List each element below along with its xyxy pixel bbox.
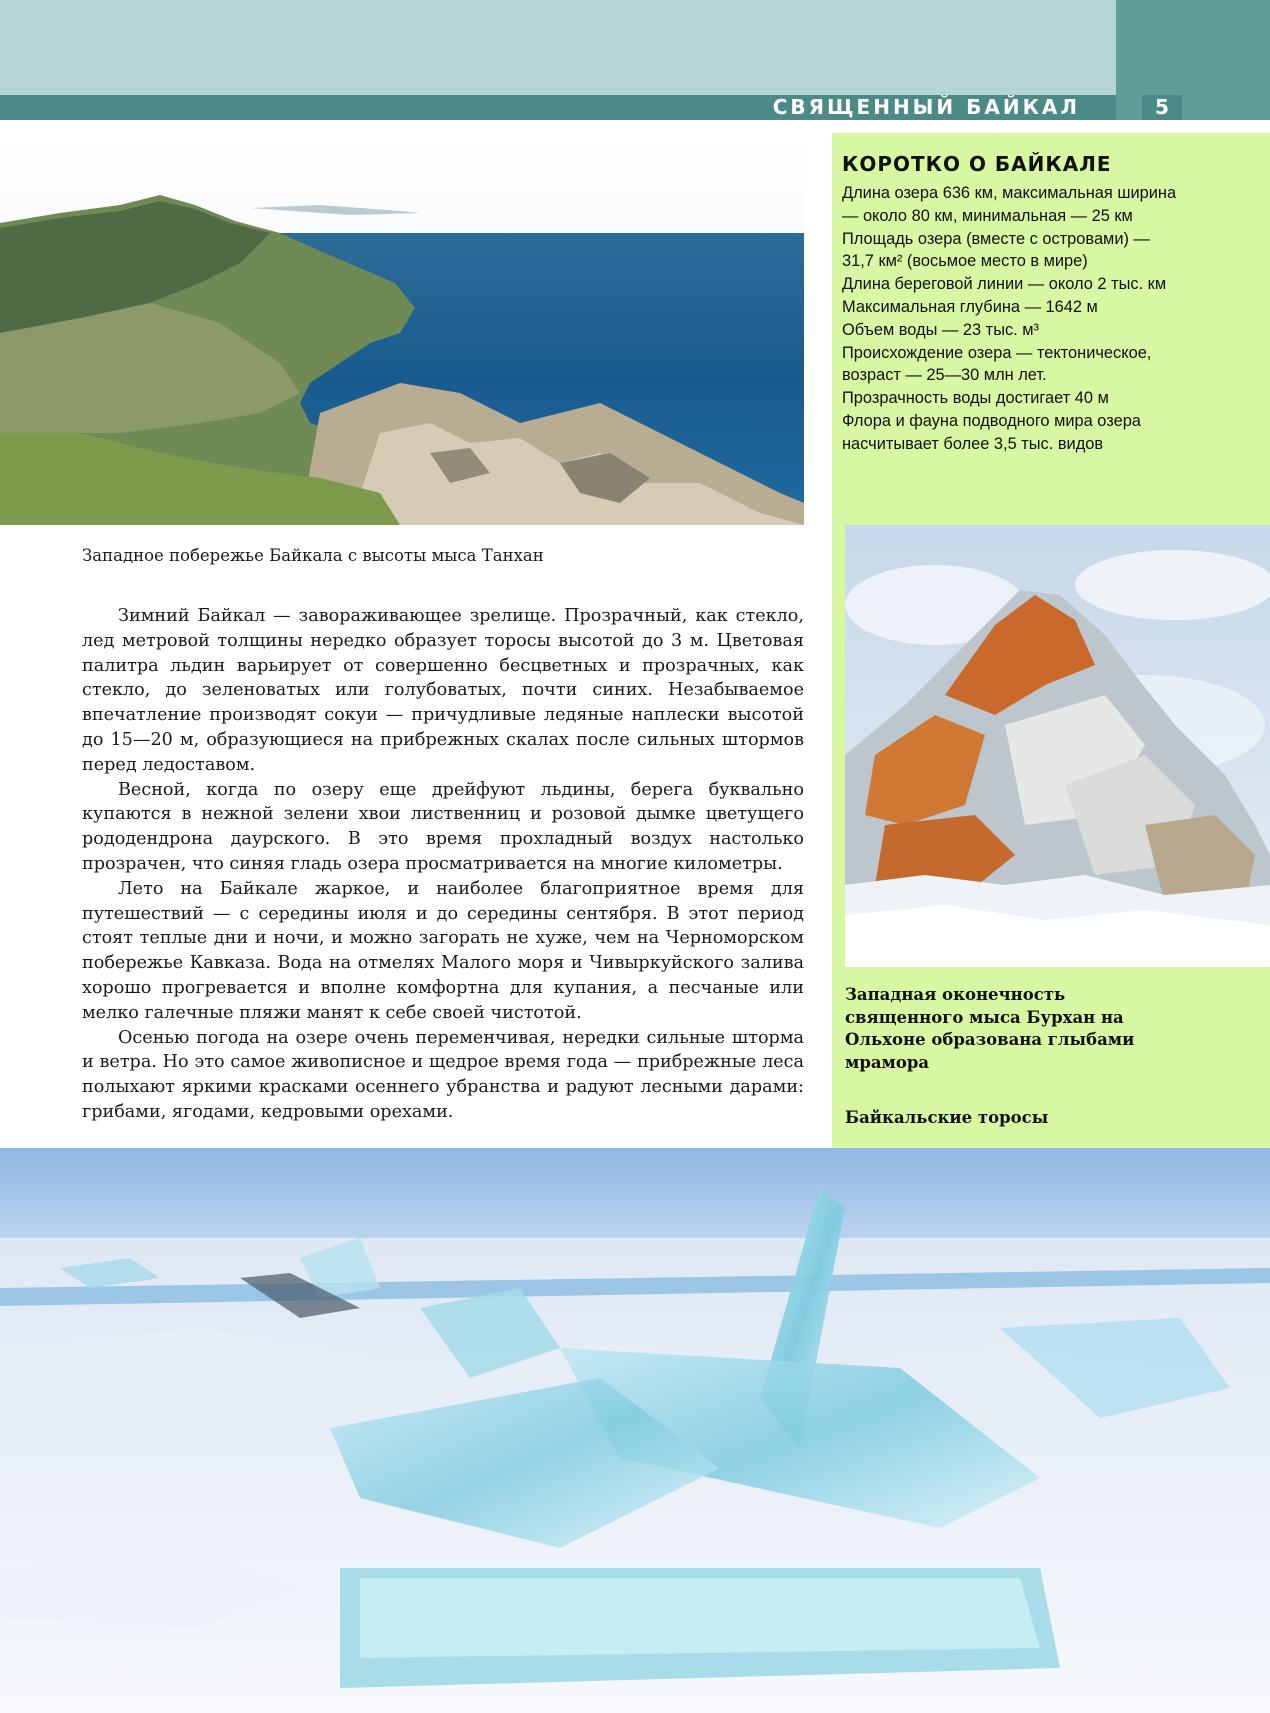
photo-baikal-ice <box>0 1148 1270 1713</box>
fact-item: Объем воды — 23 тыс. м³ <box>842 320 1039 339</box>
paragraph: Зимний Байкал — завораживающее зрелище. Прозрачный, как стекло, лед метровой толщины нередко образует торосы высотой до 3 м. Цветовая палитра льдин варьирует от совершенно бесцветных и прозрачных, как стекло, до зеленоватых или голубоватых, почти синих. Незабываемое впечатление производят сокуи — причудливые ледяные наплески высотой до 15—20 м, образующиеся на прибрежных скалах после сильных штормов перед ледоставом. <box>82 606 804 775</box>
fact-item: Происхождение озера — тектоническое, возраст — 25—30 млн лет. <box>842 343 1152 385</box>
facts-list <box>842 182 1182 456</box>
photo-caption: Западная оконечность священного мыса Бурхан на Ольхоне образована глыбами мрамора <box>845 985 1135 1072</box>
fact-item: Длина береговой линии — около 2 тыс. км <box>842 275 1167 294</box>
header-band <box>0 0 1116 95</box>
paragraph: Осенью погода на озере очень переменчивая, нередки сильные шторма и ветра. Но это самое живописное и щедрое время года — прибрежные леса полыхают яркими красками осеннего убранства и радуют лесными дарами: грибами, ягодами, кедровыми орехами. <box>82 1027 804 1122</box>
fact-item: Прозрачность воды достигает 40 м <box>842 389 1109 408</box>
fact-item: Флора и фауна подводного мира озера насчитывает более 3,5 тыс. видов <box>842 411 1141 453</box>
paragraph: Лето на Байкале жаркое, и наиболее благоприятное время для путешествий — с середины июля и до середины сентября. В этот период стоят теплые дни и ночи, и можно загорать не хуже, чем на Черноморском побережье Кавказа. Вода на отмелях Малого моря и Чивыркуйского залива хорошо прогревается и вполне комфортна для купания, а песчаные или мелко галечные пляжи манят к себе своей чистотой. <box>82 878 804 1023</box>
page-number-box <box>1142 95 1182 120</box>
page-number: 5 <box>1155 95 1169 119</box>
paragraph: Весной, когда по озеру еще дрейфуют льдины, берега буквально купаются в нежной зелени хвои лиственниц и розовой дымке цветущего рододендрона даурского. В это время прохладный воздух настолько прозрачен, что синяя гладь озера просматривается на многие километры. <box>82 779 804 874</box>
photo-caption: Байкальские торосы <box>845 1108 1049 1127</box>
photo-cape-burkhan <box>845 525 1270 967</box>
fact-item: Длина озера 636 км, максимальная ширина — около 80 км, минимальная — 25 км <box>842 184 1177 225</box>
photo-west-coast <box>0 133 804 525</box>
fact-item: Площадь озера (вместе с островами) — 31,7 км² (восьмое место в мире) <box>842 229 1150 271</box>
article-body <box>82 604 804 1125</box>
fact-item: Максимальная глубина — 1642 м <box>842 297 1098 316</box>
facts-title: КОРОТКО О БАЙКАЛЕ <box>842 152 1112 176</box>
facts-box <box>842 152 1182 456</box>
photo-caption: Западное побережье Байкала с высоты мыса Танхан <box>82 546 544 565</box>
section-title: СВЯЩЕННЫЙ БАЙКАЛ <box>772 95 1080 119</box>
header-corner-block <box>1116 0 1270 120</box>
